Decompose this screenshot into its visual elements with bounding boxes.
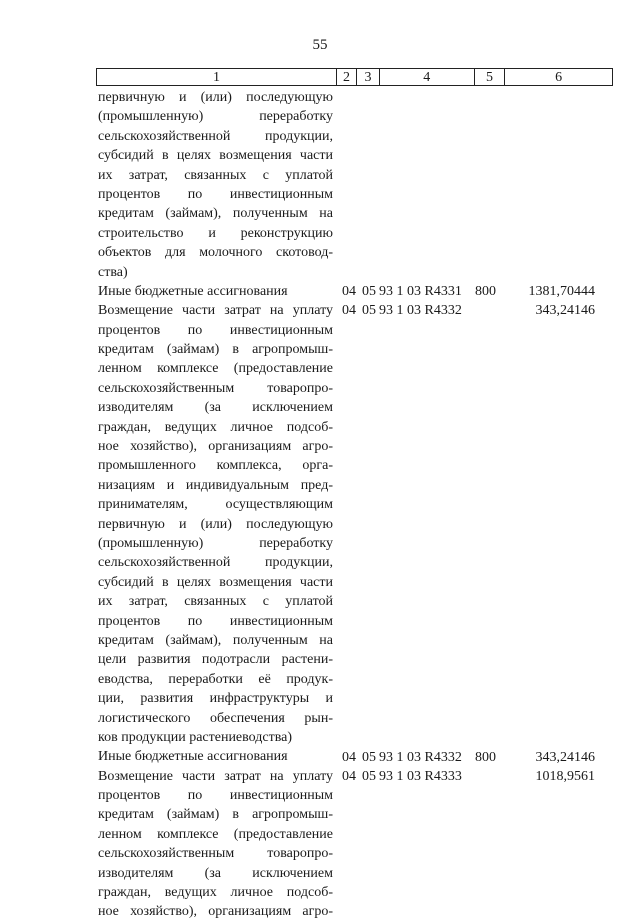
budget-code-row — [342, 301, 505, 320]
section-code: 04 — [342, 284, 356, 299]
text-line: ков продукции растениеводства) — [98, 729, 293, 745]
budget-code-row — [342, 767, 505, 786]
target-article-code: 93 1 03 R4332 — [379, 303, 462, 319]
subsection-code: 05 — [362, 749, 376, 765]
text-line: строительство и реконструкцию — [98, 225, 333, 241]
text-line: граждан, ведущих личное подсоб- — [98, 419, 333, 435]
amount-value: 1018,9561 — [535, 769, 595, 784]
expense-type-code: 800 — [475, 284, 496, 299]
text-line: субсидий в целях возмещения части — [98, 148, 333, 164]
text-line: ное хозяйство), организациям агро- — [98, 439, 333, 455]
subsection-code: 05 — [362, 284, 376, 299]
text-line: их затрат, связанных с уплатой — [98, 167, 333, 183]
text-line: ции, развития инфраструктуры и — [98, 691, 333, 707]
text-line: цели развития подотрасли растени- — [98, 652, 333, 668]
text-line: процентов по инвестиционным — [98, 186, 333, 202]
text-line: промышленного комплекса, орга- — [98, 458, 333, 474]
text-line: процентов по инвестиционным — [98, 322, 333, 338]
text-line: ленном комплексе (предоставление — [98, 826, 333, 842]
header-col-4: 4 — [380, 69, 475, 85]
text-line: граждан, ведущих личное подсоб- — [98, 885, 333, 901]
header-col-1: 1 — [97, 69, 337, 85]
text-line: субсидий в целях возмещения части — [98, 574, 333, 590]
page-number: 55 — [312, 37, 328, 53]
header-col-6: 6 — [555, 70, 563, 85]
text-line: ленном комплексе (предоставление — [98, 361, 333, 377]
text-line: сельскохозяйственной продукции, — [98, 128, 333, 144]
subsection-code: 05 — [362, 303, 376, 319]
text-line: объектов для молочного скотовод- — [98, 245, 333, 261]
text-line: кредитам (займам) в агропромыш- — [98, 342, 333, 358]
text-line: логистического обеспечения рын- — [98, 710, 333, 726]
text-line: изводителям (за исключением — [98, 865, 333, 881]
text-line: процентов по инвестиционным — [98, 613, 333, 629]
text-line: (промышленную) переработку — [98, 109, 333, 125]
table-header — [96, 68, 613, 86]
text-line: процентов по инвестиционным — [98, 788, 333, 804]
text-line: (промышленную) переработку — [98, 535, 333, 551]
text-line: кредитам (займам), полученным на — [98, 632, 333, 648]
text-line: ное хозяйство), организациям агро- — [98, 904, 333, 920]
section-code: 04 — [342, 769, 356, 784]
text-line: сельскохозяйственным товаропро- — [98, 846, 333, 862]
text-line: ства) — [98, 264, 128, 280]
text-line: Иные бюджетные ассигнования — [98, 749, 288, 765]
text-line: кредитам (займам) в агропромыш- — [98, 807, 333, 823]
target-article-code: 93 1 03 R4332 — [379, 749, 462, 765]
header-col-3: 3 — [357, 69, 380, 85]
amount-value: 343,24146 — [535, 303, 595, 319]
description-column — [98, 88, 333, 922]
amount-value: 343,24146 — [535, 749, 595, 765]
header-col-5: 5 — [475, 69, 506, 85]
expense-type-code: 800 — [475, 749, 496, 765]
text-line: изводителям (за исключением — [98, 400, 333, 416]
text-line: сельскохозяйственным товаропро- — [98, 380, 333, 396]
text-line: Иные бюджетные ассигнования — [98, 283, 288, 299]
budget-code-row — [342, 748, 505, 767]
subsection-code: 05 — [362, 769, 376, 784]
header-col-2: 2 — [337, 69, 357, 85]
text-line: сельскохозяйственной продукции, — [98, 555, 333, 571]
text-line: кредитам (займам), полученным на — [98, 206, 333, 222]
section-code: 04 — [342, 749, 356, 765]
text-line: первичную и (или) последующую — [98, 90, 333, 105]
text-line: их затрат, связанных с уплатой — [98, 594, 333, 610]
target-article-code: 93 1 03 R4331 — [379, 284, 462, 299]
text-line: еводства, переработки её продук- — [98, 671, 333, 687]
text-line: принимателям, осуществляющим — [98, 497, 333, 513]
text-line: первичную и (или) последующую — [98, 516, 333, 532]
section-code: 04 — [342, 303, 356, 319]
text-line: Возмещение части затрат на уплату — [98, 303, 333, 319]
amount-value: 1381,70444 — [528, 284, 595, 299]
budget-code-row — [342, 282, 505, 301]
text-line: Возмещение части затрат на уплату — [98, 768, 333, 784]
target-article-code: 93 1 03 R4333 — [379, 769, 462, 784]
text-line: низациям и индивидуальным пред- — [98, 477, 333, 493]
